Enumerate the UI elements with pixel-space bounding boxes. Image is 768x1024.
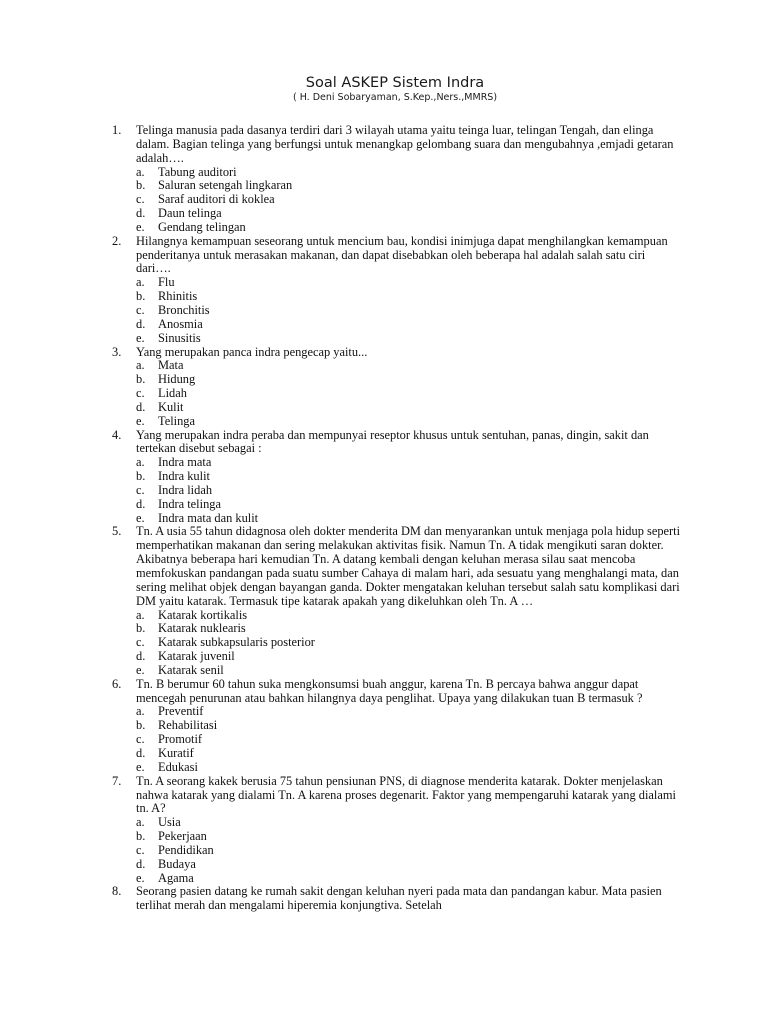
answer-options: [136, 456, 682, 525]
option-text: Rhinitis: [158, 289, 198, 304]
answer-option: [136, 179, 682, 193]
option-letter: e.: [136, 330, 145, 345]
option-letter: b.: [136, 372, 146, 387]
option-text: Flu: [158, 275, 175, 290]
option-text: Bronchitis: [158, 302, 210, 317]
option-text: Edukasi: [158, 759, 198, 774]
option-letter: e.: [136, 510, 145, 525]
option-letter: a.: [136, 164, 145, 179]
option-letter: b.: [136, 829, 146, 844]
answer-option: [136, 387, 682, 401]
answer-options: [136, 359, 682, 428]
answer-option: [136, 276, 682, 290]
question-item: [112, 346, 682, 429]
option-text: Katarak senil: [158, 662, 224, 677]
option-text: Sinusitis: [158, 330, 201, 345]
answer-option: [136, 359, 682, 373]
option-letter: c.: [136, 732, 145, 747]
option-letter: c.: [136, 482, 145, 497]
question-number: 3.: [112, 344, 122, 359]
answer-options: [136, 816, 682, 885]
option-letter: c.: [136, 386, 145, 401]
option-letter: e.: [136, 662, 145, 677]
answer-option: [136, 512, 682, 526]
option-letter: d.: [136, 399, 146, 414]
answer-option: [136, 733, 682, 747]
option-letter: c.: [136, 302, 145, 317]
option-letter: a.: [136, 275, 145, 290]
answer-option: [136, 332, 682, 346]
option-text: Indra mata dan kulit: [158, 510, 259, 525]
answer-option: [136, 705, 682, 719]
option-text: Mata: [158, 358, 184, 373]
question-number: 8.: [112, 884, 122, 899]
option-text: Saraf auditori di koklea: [158, 192, 275, 207]
answer-option: [136, 636, 682, 650]
document-author: ( H. Deni Sobaryaman, S.Kep.,Ners.,MMRS): [292, 92, 498, 103]
option-letter: b.: [136, 621, 146, 636]
answer-option: [136, 318, 682, 332]
option-text: Indra kulit: [158, 469, 210, 484]
option-letter: e.: [136, 413, 145, 428]
question-text: Tn. A seorang kakek berusia 75 tahun pensiunan PNS, di diagnose menderita katarak. Dokter menjelaskan nahwa katarak yang dialami Tn. A karena proses degenarit. Faktor yang mempengaruhi katarak yang dialami tn. A?: [136, 773, 676, 816]
answer-option: [136, 747, 682, 761]
option-letter: e.: [136, 870, 145, 885]
question-item: [112, 885, 682, 913]
answer-option: [136, 290, 682, 304]
answer-option: [136, 415, 682, 429]
question-list: [112, 124, 682, 913]
option-text: Daun telinga: [158, 206, 222, 221]
option-letter: a.: [136, 815, 145, 830]
question-number: 1.: [112, 123, 122, 137]
answer-option: [136, 858, 682, 872]
option-text: Kuratif: [158, 745, 194, 760]
option-text: Usia: [158, 815, 181, 830]
answer-option: [136, 456, 682, 470]
question-text: Tn. B berumur 60 tahun suka mengkonsumsi buah anggur, karena Tn. B percaya bahwa anggur dapat mencegah penurunan atau bahkan hilangnya daya penglihat. Upaya yang dilakukan tuan B termasuk ?: [136, 676, 643, 705]
answer-options: [136, 609, 682, 678]
option-letter: e.: [136, 219, 145, 234]
answer-option: [136, 816, 682, 830]
answer-option: [136, 622, 682, 636]
option-text: Indra lidah: [158, 482, 213, 497]
option-letter: d.: [136, 856, 146, 871]
question-text: Seorang pasien datang ke rumah sakit dengan keluhan nyeri pada mata dan pandangan kabur. Mata pasien terlihat merah dan mengalami hiperemia konjungtiva. Setelah: [136, 884, 662, 913]
question-item: [112, 775, 682, 886]
option-letter: b.: [136, 718, 146, 733]
option-text: Katarak nuklearis: [158, 621, 246, 636]
option-letter: b.: [136, 178, 146, 193]
option-text: Gendang telingan: [158, 219, 246, 234]
question-text: Telinga manusia pada dasanya terdiri dari 3 wilayah utama yaitu teinga luar, telingan Tengah, dan elinga dalam. Bagian telinga yang berfungsi untuk menangkap gelombang suara dan mengubahnya ,emjadi getaran adalah….: [136, 123, 674, 165]
answer-option: [136, 664, 682, 678]
answer-option: [136, 401, 682, 415]
option-letter: a.: [136, 358, 145, 373]
option-text: Indra telinga: [158, 496, 221, 511]
answer-options: [136, 705, 682, 774]
option-text: Katarak juvenil: [158, 649, 235, 664]
answer-option: [136, 221, 682, 235]
option-text: Katarak subkapsularis posterior: [158, 635, 315, 650]
answer-option: [136, 844, 682, 858]
option-letter: b.: [136, 289, 146, 304]
option-letter: a.: [136, 607, 145, 622]
option-letter: d.: [136, 649, 146, 664]
answer-option: [136, 830, 682, 844]
answer-options: [136, 166, 682, 235]
answer-option: [136, 166, 682, 180]
question-number: 5.: [112, 524, 122, 539]
option-text: Preventif: [158, 704, 204, 719]
question-item: [112, 525, 682, 677]
option-text: Pekerjaan: [158, 829, 207, 844]
answer-option: [136, 498, 682, 512]
option-text: Rehabilitasi: [158, 718, 218, 733]
question-number: 6.: [112, 676, 122, 691]
answer-option: [136, 761, 682, 775]
option-text: Saluran setengah lingkaran: [158, 178, 293, 193]
option-letter: d.: [136, 496, 146, 511]
option-text: Tabung auditori: [158, 164, 237, 179]
document-title: Soal ASKEP Sistem Indra: [305, 75, 485, 91]
answer-options: [136, 276, 682, 345]
question-text: Yang merupakan panca indra pengecap yaitu...: [136, 344, 368, 359]
question-text: Tn. A usia 55 tahun didagnosa oleh dokter menderita DM dan menyarankan untuk menjaga pola hidup seperti memperhatikan makanan dan sering melakukan aktivitas fisik. Namun Tn. A tidak mengikuti saran dokter. Akibatnya beberapa hari kemudian Tn. A datang kembali dengan keluhan merasa silau saat mencoba memfokuskan pandangan pada suatu sumber Cahaya di malam hari, ada sesuatu yang menghalangi mata, dan sering melihat objek dengan bayangan ganda. Dokter mengatakan keluhan tersebut salah satu komplikasi dari DM yaitu katarak. Termasuk tipe katarak apakah yang dikeluhkan oleh Tn. A …: [136, 524, 681, 608]
answer-option: [136, 470, 682, 484]
option-text: Kulit: [158, 399, 184, 414]
answer-option: [136, 207, 682, 221]
option-text: Hidung: [158, 372, 196, 387]
answer-option: [136, 373, 682, 387]
option-text: Lidah: [158, 386, 187, 401]
answer-option: [136, 650, 682, 664]
option-letter: c.: [136, 635, 145, 650]
option-text: Katarak kortikalis: [158, 607, 248, 622]
question-number: 2.: [112, 233, 122, 248]
answer-option: [136, 484, 682, 498]
option-text: Agama: [158, 870, 194, 885]
option-letter: a.: [136, 704, 145, 719]
option-text: Anosmia: [158, 316, 203, 331]
question-item: [112, 678, 682, 775]
question-number: 4.: [112, 427, 122, 442]
answer-option: [136, 304, 682, 318]
option-letter: e.: [136, 759, 145, 774]
option-text: Telinga: [158, 413, 195, 428]
answer-option: [136, 193, 682, 207]
question-text: Hilangnya kemampuan seseorang untuk mencium bau, kondisi inimjuga dapat menghilangkan kemampuan penderitanya untuk merasakan makanan, dan dapat disebabkan oleh beberapa hal adalah salah satu ciri dari….: [136, 233, 668, 276]
question-item: [112, 235, 682, 346]
question-number: 7.: [112, 773, 122, 788]
answer-option: [136, 719, 682, 733]
answer-option: [136, 609, 682, 623]
option-letter: d.: [136, 206, 146, 221]
option-text: Promotif: [158, 732, 203, 747]
answer-option: [136, 872, 682, 886]
option-text: Pendidikan: [158, 842, 214, 857]
question-text: Yang merupakan indra peraba dan mempunyai reseptor khusus untuk sentuhan, panas, dingin, sakit dan tertekan disebut sebagai :: [136, 427, 649, 456]
option-letter: c.: [136, 842, 145, 857]
option-letter: d.: [136, 745, 146, 760]
option-text: Budaya: [158, 856, 196, 871]
question-item: [112, 124, 682, 235]
option-letter: b.: [136, 469, 146, 484]
question-item: [112, 429, 682, 526]
option-letter: a.: [136, 455, 145, 470]
option-letter: c.: [136, 192, 145, 207]
option-text: Indra mata: [158, 455, 212, 470]
option-letter: d.: [136, 316, 146, 331]
